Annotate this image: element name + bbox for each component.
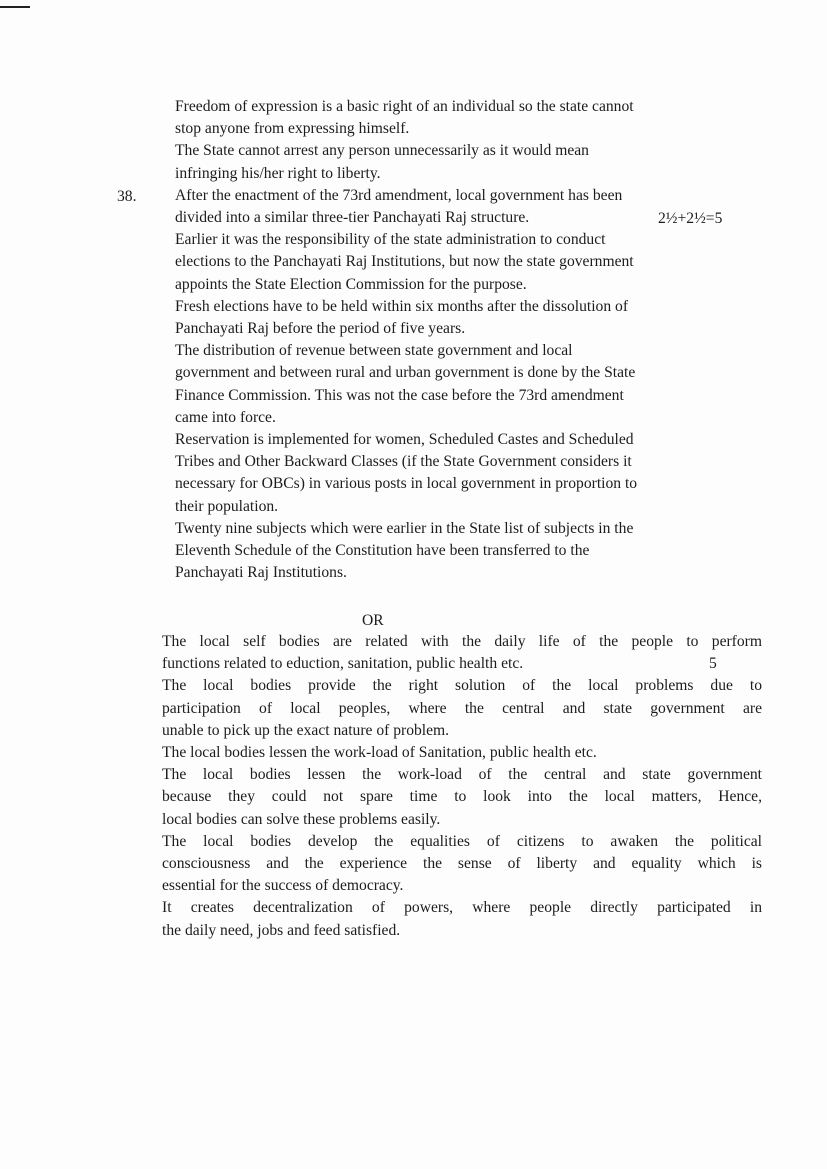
alternative-line: The local bodies provide the right solution of the local problems due to (162, 677, 762, 695)
marks-allocation: 2½+2½=5 (658, 210, 723, 227)
question-38-line: Eleventh Schedule of the Constitution have been transferred to the (175, 542, 590, 560)
question-38-line: Panchayati Raj before the period of five years. (175, 320, 466, 338)
alternative-line: functions related to eduction, sanitation, public health etc. (162, 655, 524, 673)
answer-37-line: infringing his/her right to liberty. (175, 164, 381, 182)
alternative-line: It creates decentralization of powers, where people directly participated in (162, 899, 762, 917)
question-38-line: Twenty nine subjects which were earlier in the State list of subjects in the (175, 519, 634, 537)
question-38-line: Tribes and Other Backward Classes (if the State Government considers it (175, 453, 632, 471)
question-38-line: appoints the State Election Commission for the purpose. (175, 275, 527, 293)
alternative-line: The local bodies lessen the work-load of Sanitation, public health etc. (162, 744, 597, 762)
question-38-line: Reservation is implemented for women, Scheduled Castes and Scheduled (175, 431, 634, 449)
alternative-line: unable to pick up the exact nature of problem. (162, 721, 450, 739)
answer-37-line: The State cannot arrest any person unnecessarily as it would mean (175, 142, 589, 160)
question-38-line: elections to the Panchayati Raj Institutions, but now the state government (175, 253, 634, 271)
alternative-marks: 5 (709, 655, 717, 672)
alternative-line: The local bodies develop the equalities of citizens to awaken the political (162, 832, 762, 850)
question-38-line: Fresh elections have to be held within six months after the dissolution of (175, 297, 629, 315)
answer-37-line: Freedom of expression is a basic right of an individual so the state cannot (175, 98, 634, 115)
or-separator: OR (362, 612, 384, 629)
question-38-line: government and between rural and urban government is done by the State (175, 364, 636, 382)
question-number: 38. (117, 188, 137, 205)
question-38-line: necessary for OBCs) in various posts in local government in proportion to (175, 475, 638, 493)
question-38-line: their population. (175, 497, 279, 515)
alternative-line: essential for the success of democracy. (162, 877, 404, 895)
answer-37-line: stop anyone from expressing himself. (175, 120, 410, 138)
page-edge-mark (0, 6, 30, 8)
answer-text-block (175, 96, 765, 584)
alternative-line: The local bodies lessen the work-load of the central and state government (162, 766, 762, 784)
question-38-line: Panchayati Raj Institutions. (175, 564, 347, 582)
question-38-line: Finance Commission. This was not the case before the 73rd amendment (175, 386, 624, 404)
alternative-line: The local self bodies are related with the daily life of the people to perform (162, 633, 762, 650)
question-38-line: Earlier it was the responsibility of the state administration to conduct (175, 231, 606, 249)
alternative-line: the daily need, jobs and feed satisfied. (162, 921, 401, 939)
alternative-line: because they could not spare time to look into the local matters, Hence, (162, 788, 762, 806)
question-38-line: came into force. (175, 408, 276, 426)
alternative-line: consciousness and the experience the sense of liberty and equality which is (162, 855, 762, 873)
question-38-line: The distribution of revenue between state government and local (175, 342, 573, 360)
alternative-line: participation of local peoples, where the central and state government are (162, 699, 762, 717)
question-38-line: divided into a similar three-tier Panchayati Raj structure. (175, 209, 530, 227)
alternative-line: local bodies can solve these problems easily. (162, 810, 441, 828)
alternative-answer-block (162, 631, 762, 942)
question-38-line: After the enactment of the 73rd amendment, local government has been (175, 186, 623, 204)
